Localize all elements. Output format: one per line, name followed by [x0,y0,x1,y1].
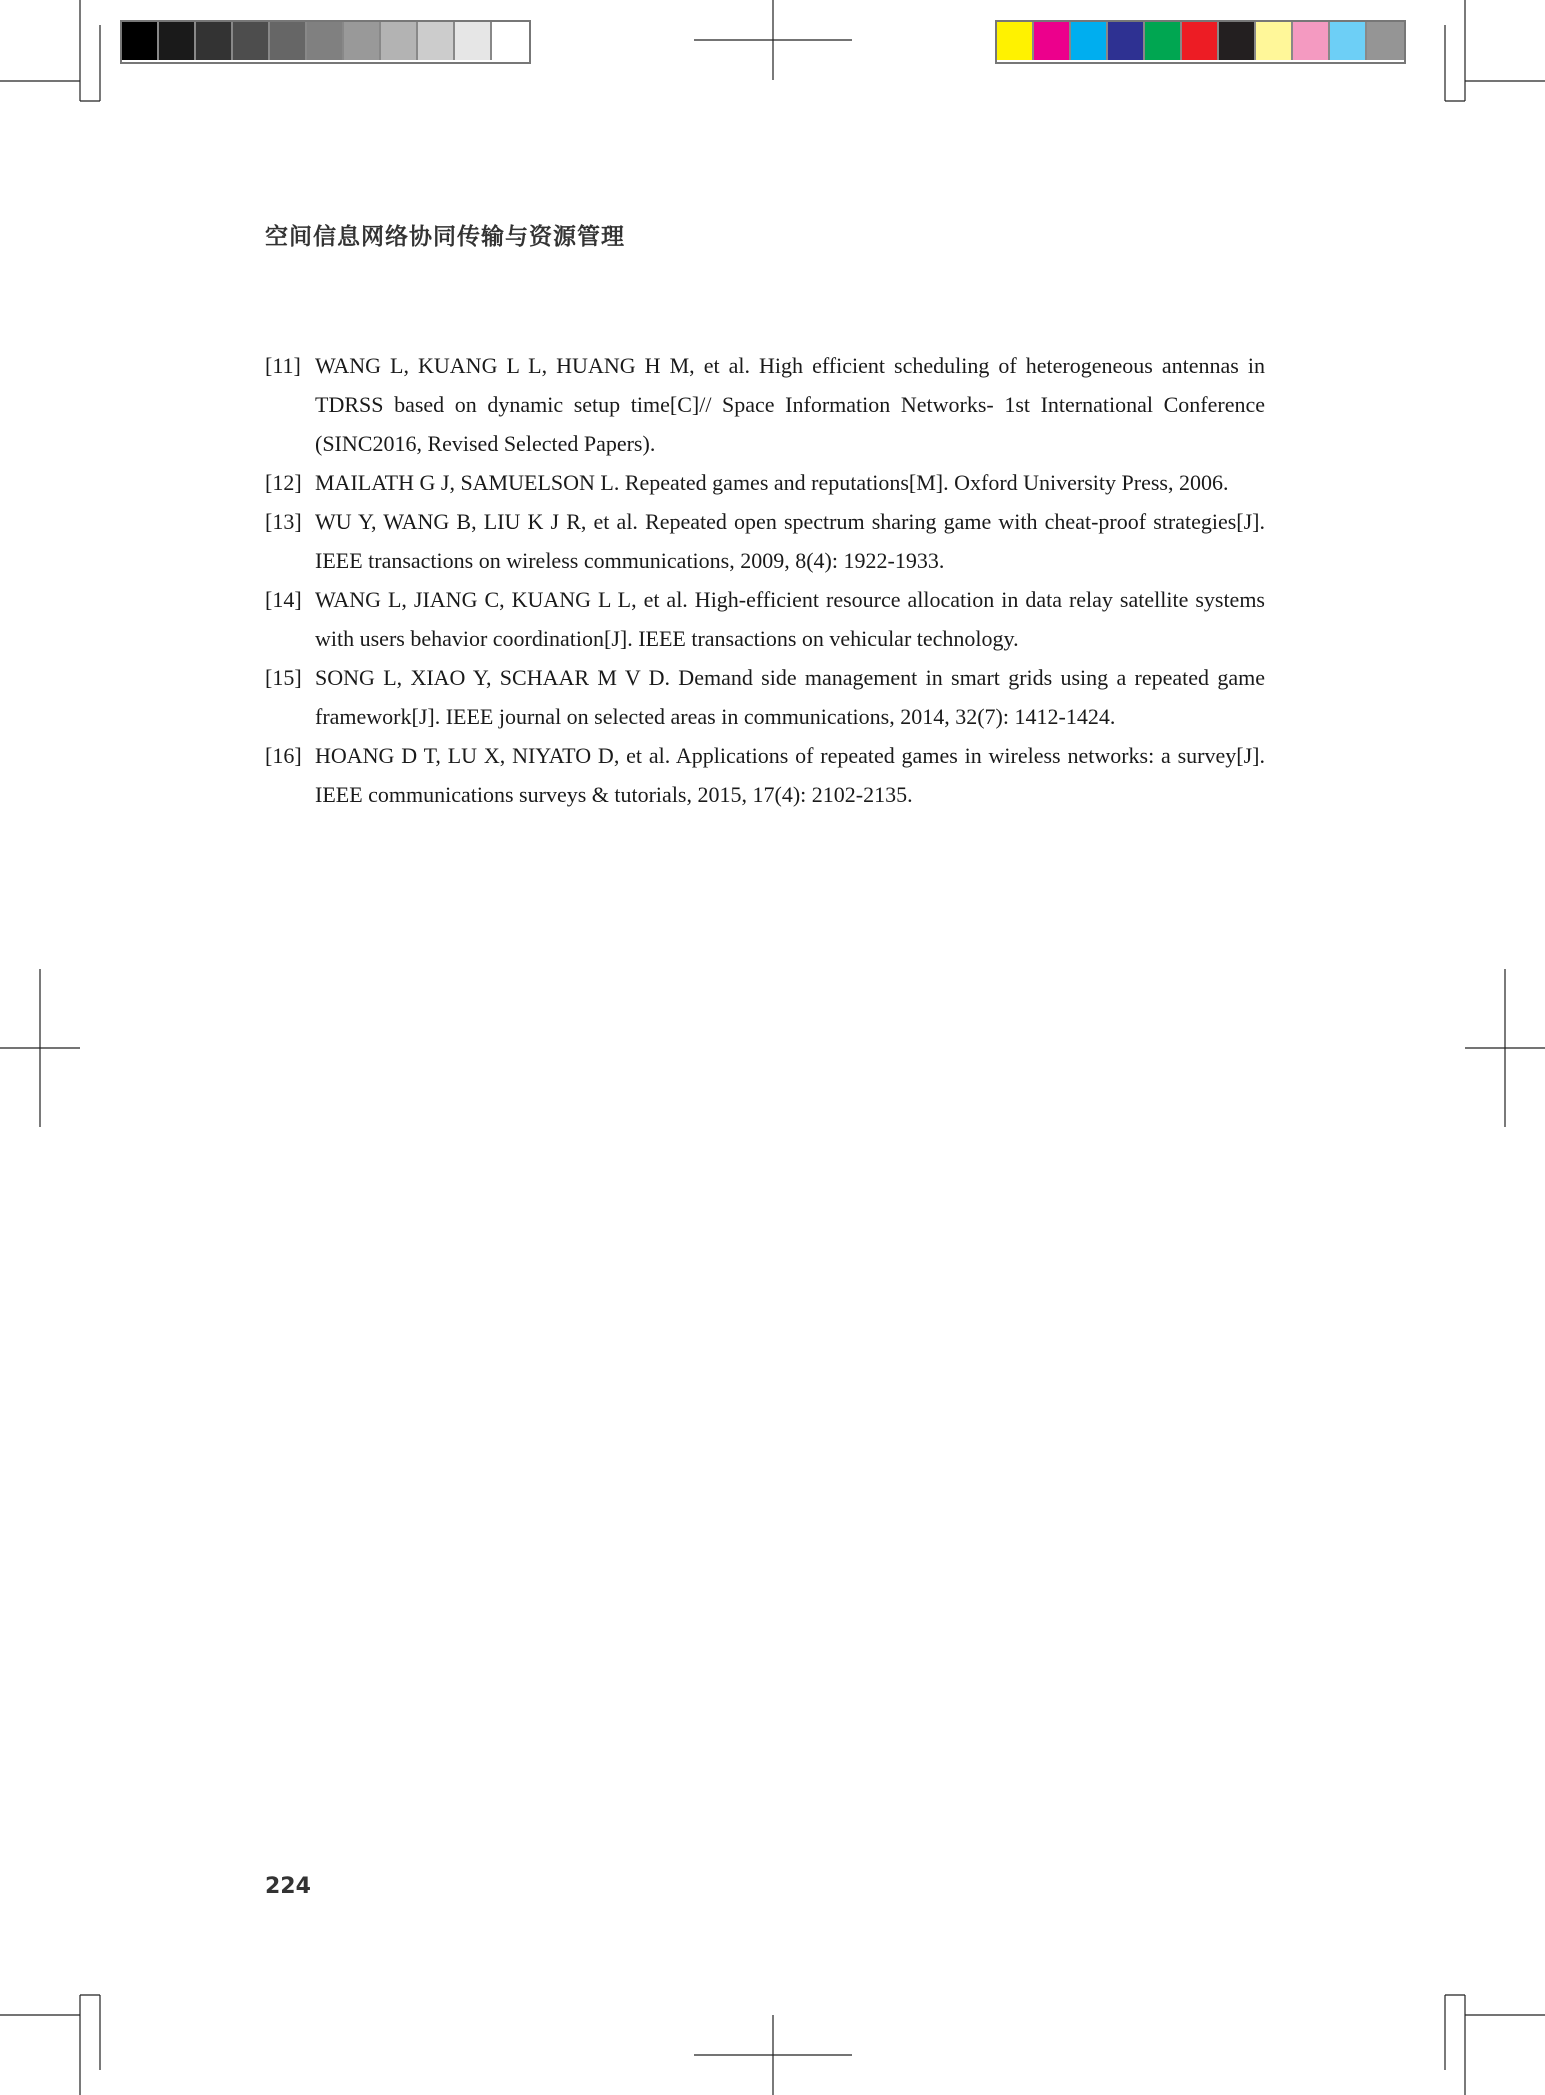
color-swatch [122,22,159,60]
reference-item [265,463,1265,502]
reference-number: [11] [265,353,301,378]
cmyk-color-bar [995,20,1406,64]
reference-text: WU Y, WANG B, LIU K J R, et al. Repeated open spectrum sharing game with cheat-proof strategies[J]. IEEE transactions on wireless communications, 2009, 8(4): 1922-1933. [315,509,1265,573]
color-swatch [307,22,344,60]
reference-item [265,502,1265,580]
color-swatch [1108,22,1145,60]
grayscale-color-bar [120,20,531,64]
reference-item [265,346,1265,463]
color-swatch [1182,22,1219,60]
color-swatch [1034,22,1071,60]
color-swatch [1330,22,1367,60]
color-swatch [1219,22,1256,60]
reference-number: [12] [265,470,302,495]
running-title: 空间信息网络协同传输与资源管理 [265,224,625,250]
color-swatch [1071,22,1108,60]
color-swatch [159,22,196,60]
reference-list [265,346,1265,814]
color-swatch [418,22,455,60]
color-swatch [492,22,529,60]
reference-number: [16] [265,743,302,768]
color-swatch [344,22,381,60]
color-swatch [1145,22,1182,60]
reference-number: [14] [265,587,302,612]
reference-item [265,658,1265,736]
reference-item [265,736,1265,814]
color-swatch [997,22,1034,60]
reference-text: HOANG D T, LU X, NIYATO D, et al. Applications of repeated games in wireless networks: a survey[J]. IEEE communications surveys & tutorials, 2015, 17(4): 2102-2135. [315,743,1265,807]
reference-text: SONG L, XIAO Y, SCHAAR M V D. Demand side management in smart grids using a repeated game framework[J]. IEEE journal on selected areas in communications, 2014, 32(7): 1412-1424. [315,665,1265,729]
color-swatch [381,22,418,60]
color-swatch [1367,22,1404,60]
reference-text: MAILATH G J, SAMUELSON L. Repeated games and reputations[M]. Oxford University Press, 2006. [315,470,1229,495]
color-swatch [196,22,233,60]
color-swatch [455,22,492,60]
reference-item [265,580,1265,658]
color-swatch [270,22,307,60]
reference-number: [13] [265,509,302,534]
reference-number: [15] [265,665,302,690]
page-number: 224 [265,1874,311,1899]
color-swatch [233,22,270,60]
color-swatch [1293,22,1330,60]
reference-text: WANG L, KUANG L L, HUANG H M, et al. High efficient scheduling of heterogeneous antennas in TDRSS based on dynamic setup time[C]// Space Information Networks- 1st International Conference (SINC2016, Revised Selected Papers). [315,353,1265,456]
reference-text: WANG L, JIANG C, KUANG L L, et al. High-efficient resource allocation in data relay satellite systems with users behavior coordination[J]. IEEE transactions on vehicular technology. [315,587,1265,651]
color-swatch [1256,22,1293,60]
